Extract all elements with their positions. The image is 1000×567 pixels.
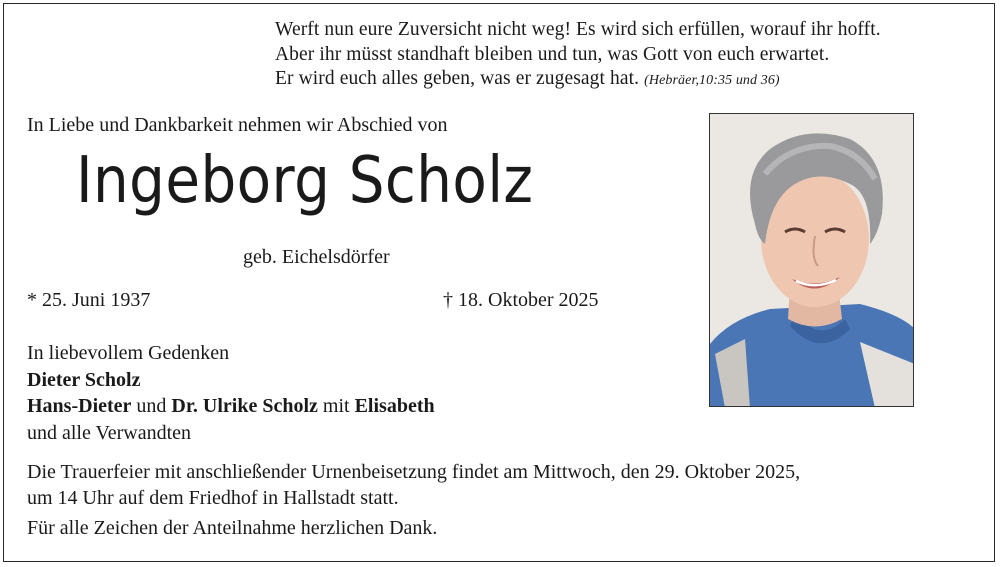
verse-line-3-text: Er wird euch alles geben, was er zugesagt hat. [275,68,640,89]
deceased-name: Ingeborg Scholz [76,144,534,218]
maiden-name: geb. Eichelsdörfer [243,246,390,268]
ceremony-info [27,459,987,511]
mourners-section [27,340,435,446]
mourner-name: Dr. Ulrike Scholz [171,395,318,417]
mourner-name: Elisabeth [354,395,435,417]
verse-line-3 [275,67,990,94]
conjunction: und [136,395,167,417]
thanks-text: Für alle Zeichen der Anteilnahme herzlichen Dank. [27,517,438,539]
conjunction: mit [322,395,350,417]
mourners-heading: In liebevollem Gedenken [27,342,230,364]
birth-date: * 25. Juni 1937 [27,289,151,311]
verse-line-1: Werft nun eure Zuversicht nicht weg! Es wird sich erfüllen, worauf ihr hofft. [275,19,881,40]
mourner-line-2 [27,393,435,420]
mourner-name: Dieter Scholz [27,368,141,391]
verse-line-2: Aber ihr müsst standhaft bleiben und tun, was Gott von euch erwartet. [275,43,830,65]
mourner-name: Hans-Dieter [27,395,132,417]
bible-verse [275,18,990,94]
mourner-line-1 [27,367,435,394]
verse-reference: (Hebräer,10:35 und 36) [644,73,780,88]
intro-text: In Liebe und Dankbarkeit nehmen wir Abschied von [27,114,448,136]
mourner-line-3: und alle Verwandten [27,421,192,444]
portrait-illustration [710,114,914,407]
death-date: † 18. Oktober 2025 [443,289,599,311]
ceremony-line-2: um 14 Uhr auf dem Friedhof in Hallstadt statt. [27,487,399,509]
ceremony-line-1: Die Trauerfeier mit anschließender Urnenbeisetzung findet am Mittwoch, den 29. Oktober 2025, [27,461,801,483]
portrait-photo [709,113,914,407]
